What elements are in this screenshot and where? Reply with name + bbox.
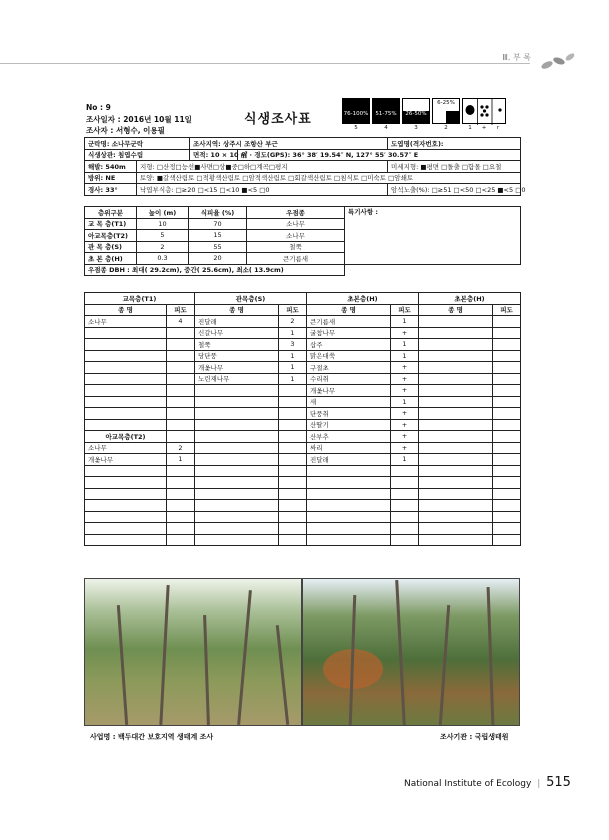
tree-species: [85, 477, 167, 489]
site-photo-right: [302, 578, 520, 726]
herb2-cover: [493, 362, 521, 374]
tree-species: [85, 511, 167, 523]
tree-species: [85, 339, 167, 351]
tree-cover: [167, 408, 195, 420]
herb2-cover: [493, 350, 521, 362]
stratum-dominant: 철쭉: [247, 241, 345, 253]
herb-cover: +: [391, 419, 419, 431]
shrub-species: [195, 500, 279, 512]
tree-species: [85, 350, 167, 362]
cover-class-3: 26-50%: [402, 98, 430, 124]
litter-layer: 낙엽부식층: □≥20 □<15 □<10 ■<5 □0: [137, 184, 388, 196]
herb2-cover: [493, 500, 521, 512]
column-header: 피도: [279, 304, 307, 316]
herb-species: [307, 523, 391, 535]
cover-num-plus: +: [481, 125, 487, 131]
tree-cover: 2: [167, 442, 195, 454]
herb2-cover: [493, 454, 521, 466]
header-rule: [0, 63, 530, 64]
herb2-species: [419, 500, 493, 512]
herb2-cover: [493, 534, 521, 546]
table-row: [85, 431, 521, 443]
herb-species: 단풍취: [307, 408, 391, 420]
tree-species: [85, 362, 167, 374]
terrain-type: 지형: □산정□능선■사면□상■중□하□계곡□평지: [137, 161, 388, 173]
table-row: [85, 454, 521, 466]
herb2-cover: [493, 488, 521, 500]
herb2-cover: [493, 523, 521, 535]
stratum-name: 관 목 층(S): [85, 241, 137, 253]
tree-species: 아교목층(T2): [85, 431, 167, 443]
herb2-cover: [493, 477, 521, 489]
section-label: Ⅲ. 부 록: [502, 53, 531, 62]
table-row: [85, 396, 521, 408]
herb2-cover: [493, 511, 521, 523]
shrub-species: [195, 454, 279, 466]
shrub-species: 진달래: [195, 316, 279, 328]
tree-cover: [167, 465, 195, 477]
tree-species: [85, 534, 167, 546]
herb2-cover: [493, 408, 521, 420]
herb-cover: 1: [391, 396, 419, 408]
shrub-species: [195, 477, 279, 489]
shrub-species: [195, 408, 279, 420]
tree-species: 개옻나무: [85, 454, 167, 466]
tree-cover: [167, 523, 195, 535]
shrub-species: [195, 534, 279, 546]
strata-header: 높이 (m): [137, 207, 189, 219]
survey-date: 조사일자 : 2016년 10월 11일: [86, 115, 192, 124]
tree-species: [85, 385, 167, 397]
herb-cover: +: [391, 362, 419, 374]
stratum-dominant: 소나무: [247, 218, 345, 230]
herb-species: 구절초: [307, 362, 391, 374]
shrub-cover: 3: [279, 339, 307, 351]
stratum-cover: 20: [189, 253, 247, 265]
institute-name: National Institute of Ecology: [404, 779, 532, 789]
project-name: 사업명 : 백두대간 보호지역 생태계 조사: [90, 733, 214, 741]
herb-cover: [391, 477, 419, 489]
herb-cover: [391, 488, 419, 500]
site-info-table: [84, 137, 526, 196]
herb-species: 새: [307, 396, 391, 408]
herb-species: 큰기름새: [307, 316, 391, 328]
table-row: [85, 385, 521, 397]
herb-species: 삽주: [307, 339, 391, 351]
cover-class-2: 6-25%: [432, 98, 460, 124]
table-row: [85, 362, 521, 374]
herb-species: [307, 465, 391, 477]
herb-cover: 1: [391, 316, 419, 328]
herb-species: 굴참나무: [307, 327, 391, 339]
herb2-species: [419, 373, 493, 385]
column-header: 피도: [391, 304, 419, 316]
table-row: [85, 442, 521, 454]
herb2-species: [419, 339, 493, 351]
shrub-species: [195, 385, 279, 397]
herb2-cover: [493, 419, 521, 431]
shrub-cover: [279, 408, 307, 420]
tree-species: [85, 523, 167, 535]
survey-agency: 조사기관 : 국립생태원: [440, 733, 509, 741]
stratum-name: 아교목층(T2): [85, 230, 137, 242]
table-row: [85, 500, 521, 512]
herb-cover: +: [391, 327, 419, 339]
tree-cover: [167, 511, 195, 523]
herb-cover: 1: [391, 339, 419, 351]
shrub-cover: [279, 500, 307, 512]
table-row: [85, 350, 521, 362]
table-row: [85, 316, 521, 328]
table-row: [85, 523, 521, 535]
strata-table: [84, 206, 521, 276]
herb-species: 진달래: [307, 454, 391, 466]
herb-species: [307, 488, 391, 500]
table-row: [85, 419, 521, 431]
tree-species: 소나무: [85, 442, 167, 454]
column-header: 종 명: [307, 304, 391, 316]
tree-cover: [167, 339, 195, 351]
stratum-height: 5: [137, 230, 189, 242]
herb-cover: [391, 534, 419, 546]
strata-header: 층위구분: [85, 207, 137, 219]
strata-header: 우점종: [247, 207, 345, 219]
shrub-cover: [279, 465, 307, 477]
shrub-species: [195, 442, 279, 454]
tree-cover: [167, 350, 195, 362]
stratum-height: 0.3: [137, 253, 189, 265]
herb2-species: [419, 523, 493, 535]
tree-cover: 1: [167, 454, 195, 466]
shrub-species: 노린재나무: [195, 373, 279, 385]
cover-num-3: 3: [414, 125, 418, 131]
shrub-cover: [279, 442, 307, 454]
herb2-cover: [493, 316, 521, 328]
table-row: [85, 373, 521, 385]
plot-area: 면적: 10 × 10 ㎡: [190, 149, 238, 161]
tree-cover: [167, 431, 195, 443]
stratum-cover: 15: [189, 230, 247, 242]
group-header-herb: 초본층(H): [307, 293, 419, 305]
tree-species: [85, 396, 167, 408]
stratum-height: 10: [137, 218, 189, 230]
group-header-tree: 교목층(T1): [85, 293, 195, 305]
table-row: [85, 408, 521, 420]
shrub-cover: [279, 511, 307, 523]
shrub-cover: [279, 385, 307, 397]
herb-cover: +: [391, 431, 419, 443]
shrub-cover: 1: [279, 350, 307, 362]
tree-species: 소나무: [85, 316, 167, 328]
herb-species: [307, 500, 391, 512]
surveyor: 조사자 : 서형수, 이용필: [86, 126, 165, 135]
shrub-species: 철쭉: [195, 339, 279, 351]
herb2-cover: [493, 339, 521, 351]
tree-species: [85, 408, 167, 420]
shrub-species: [195, 419, 279, 431]
herb2-species: [419, 442, 493, 454]
shrub-species: 당단풍: [195, 350, 279, 362]
tree-cover: [167, 477, 195, 489]
gps-coordinates: 위 · 경도(GPS): 36° 38′ 19.54″ N, 127° 55′ 30.57″ E: [238, 149, 521, 161]
tree-cover: 4: [167, 316, 195, 328]
herb2-species: [419, 419, 493, 431]
herb-cover: 1: [391, 350, 419, 362]
shrub-cover: 2: [279, 316, 307, 328]
herb2-species: [419, 534, 493, 546]
herb-species: 산부추: [307, 431, 391, 443]
page-footer: National Institute of Ecology | 515: [404, 775, 571, 790]
cover-class-5: 76-100%: [342, 98, 370, 124]
cover-num-5: 5: [354, 125, 358, 131]
tree-cover: [167, 500, 195, 512]
herb2-species: [419, 327, 493, 339]
tree-cover: [167, 373, 195, 385]
herb2-species: [419, 488, 493, 500]
herb-species: [307, 477, 391, 489]
cover-small-classes: [462, 98, 506, 124]
shrub-cover: [279, 534, 307, 546]
table-row: [85, 488, 521, 500]
tree-cover: [167, 419, 195, 431]
herb-cover: [391, 511, 419, 523]
tree-species: [85, 327, 167, 339]
site-photo-left: [84, 578, 302, 726]
shrub-species: [195, 396, 279, 408]
shrub-species: [195, 523, 279, 535]
herb2-cover: [493, 373, 521, 385]
cover-dots-icon: [463, 99, 507, 125]
stratum-name: 교 목 층(T1): [85, 218, 137, 230]
vegetation-physiognomy: 식생상관: 침엽수림: [85, 149, 190, 161]
tree-cover: [167, 327, 195, 339]
herb2-cover: [493, 396, 521, 408]
cover-num-4: 4: [384, 125, 388, 131]
survey-number: No : 9: [86, 103, 111, 112]
map-sheet: 도엽명(격자번호):: [388, 138, 521, 150]
table-row: [85, 339, 521, 351]
micro-topography: 미세지형: ■평면 □돌출 □함몰 □요철: [388, 161, 521, 173]
column-header: 피도: [493, 304, 521, 316]
group-header-shrub: 관목층(S): [195, 293, 307, 305]
page-number: 515: [546, 775, 571, 790]
tree-species: [85, 419, 167, 431]
table-row: [85, 477, 521, 489]
shrub-species: [195, 488, 279, 500]
leaf-decoration-icon: [538, 50, 578, 74]
herb-species: 싸리: [307, 442, 391, 454]
herb-species: 수리취: [307, 373, 391, 385]
tree-cover: [167, 396, 195, 408]
herb-cover: +: [391, 442, 419, 454]
shrub-cover: 1: [279, 327, 307, 339]
elevation: 해발: 540m: [85, 161, 137, 173]
herb2-species: [419, 385, 493, 397]
table-row: [85, 534, 521, 546]
tree-cover: [167, 534, 195, 546]
stratum-dominant: 소나무: [247, 230, 345, 242]
table-row: [85, 511, 521, 523]
slope: 경사: 33°: [85, 184, 137, 196]
stratum-cover: 55: [189, 241, 247, 253]
cover-num-2: 2: [444, 125, 448, 131]
tree-cover: [167, 362, 195, 374]
shrub-cover: 1: [279, 373, 307, 385]
dominant-dbh: 우점종 DBH : 최대( 29.2cm), 중간( 25.6cm), 최소( 13.9cm): [85, 264, 345, 276]
herb2-species: [419, 511, 493, 523]
herb2-cover: [493, 327, 521, 339]
species-table: [84, 292, 521, 546]
herb2-cover: [493, 431, 521, 443]
shrub-species: [195, 431, 279, 443]
shrub-cover: [279, 454, 307, 466]
aspect: 방위: NE: [85, 172, 137, 184]
stratum-name: 초 본 층(H): [85, 253, 137, 265]
herb-cover: [391, 523, 419, 535]
herb-cover: [391, 500, 419, 512]
herb2-species: [419, 350, 493, 362]
herb-species: 맑은대쑥: [307, 350, 391, 362]
column-header: 피도: [167, 304, 195, 316]
shrub-cover: [279, 477, 307, 489]
herb-species: [307, 511, 391, 523]
herb-cover: +: [391, 408, 419, 420]
herb2-species: [419, 431, 493, 443]
special-notes: 특기사항 :: [345, 207, 521, 265]
herb2-species: [419, 362, 493, 374]
tree-species: [85, 373, 167, 385]
cover-class-4: 51-75%: [372, 98, 400, 124]
soil-type: 토양: ■갈색산림토 □적황색산림토 □암적색산림토 □회갈색산림토 □침식토 □미숙토 □암쇄토: [137, 172, 521, 184]
stratum-cover: 70: [189, 218, 247, 230]
cover-num-1: 1: [468, 125, 472, 131]
table-row: [85, 465, 521, 477]
stratum-dominant: 큰기름새: [247, 253, 345, 265]
shrub-species: [195, 465, 279, 477]
survey-region: 조사지역: 상주시 조항산 부근: [190, 138, 388, 150]
group-header-herb-2: 초본층(H): [419, 293, 521, 305]
herb-cover: 1: [391, 454, 419, 466]
herb2-cover: [493, 465, 521, 477]
tree-species: [85, 500, 167, 512]
shrub-species: 신갈나무: [195, 327, 279, 339]
tree-species: [85, 465, 167, 477]
herb-cover: +: [391, 385, 419, 397]
column-header: 종 명: [419, 304, 493, 316]
shrub-cover: [279, 419, 307, 431]
herb2-species: [419, 454, 493, 466]
stratum-height: 2: [137, 241, 189, 253]
herb-species: [307, 534, 391, 546]
shrub-cover: [279, 396, 307, 408]
herb2-species: [419, 465, 493, 477]
herb2-species: [419, 477, 493, 489]
shrub-species: [195, 511, 279, 523]
table-row: [85, 327, 521, 339]
form-title: 식생조사표: [244, 112, 312, 127]
shrub-cover: [279, 431, 307, 443]
rock-exposure: 암석노출(%): □≥51 □<50 □<25 ■<5 □0: [388, 184, 521, 196]
herb-species: 개옻나무: [307, 385, 391, 397]
strata-header: 식피율 (%): [189, 207, 247, 219]
herb-cover: [391, 465, 419, 477]
herb2-species: [419, 316, 493, 328]
tree-cover: [167, 385, 195, 397]
herb2-species: [419, 396, 493, 408]
shrub-cover: [279, 488, 307, 500]
column-header: 종 명: [85, 304, 167, 316]
herb-cover: +: [391, 373, 419, 385]
tree-cover: [167, 488, 195, 500]
herb2-cover: [493, 442, 521, 454]
column-header: 종 명: [195, 304, 279, 316]
community-name: 군락명: 소나무군락: [85, 138, 190, 150]
shrub-species: 개옻나무: [195, 362, 279, 374]
herb-species: 산딸기: [307, 419, 391, 431]
herb2-species: [419, 408, 493, 420]
herb2-cover: [493, 385, 521, 397]
tree-species: [85, 488, 167, 500]
shrub-cover: [279, 523, 307, 535]
shrub-cover: 1: [279, 362, 307, 374]
cover-num-r: r: [496, 125, 500, 131]
